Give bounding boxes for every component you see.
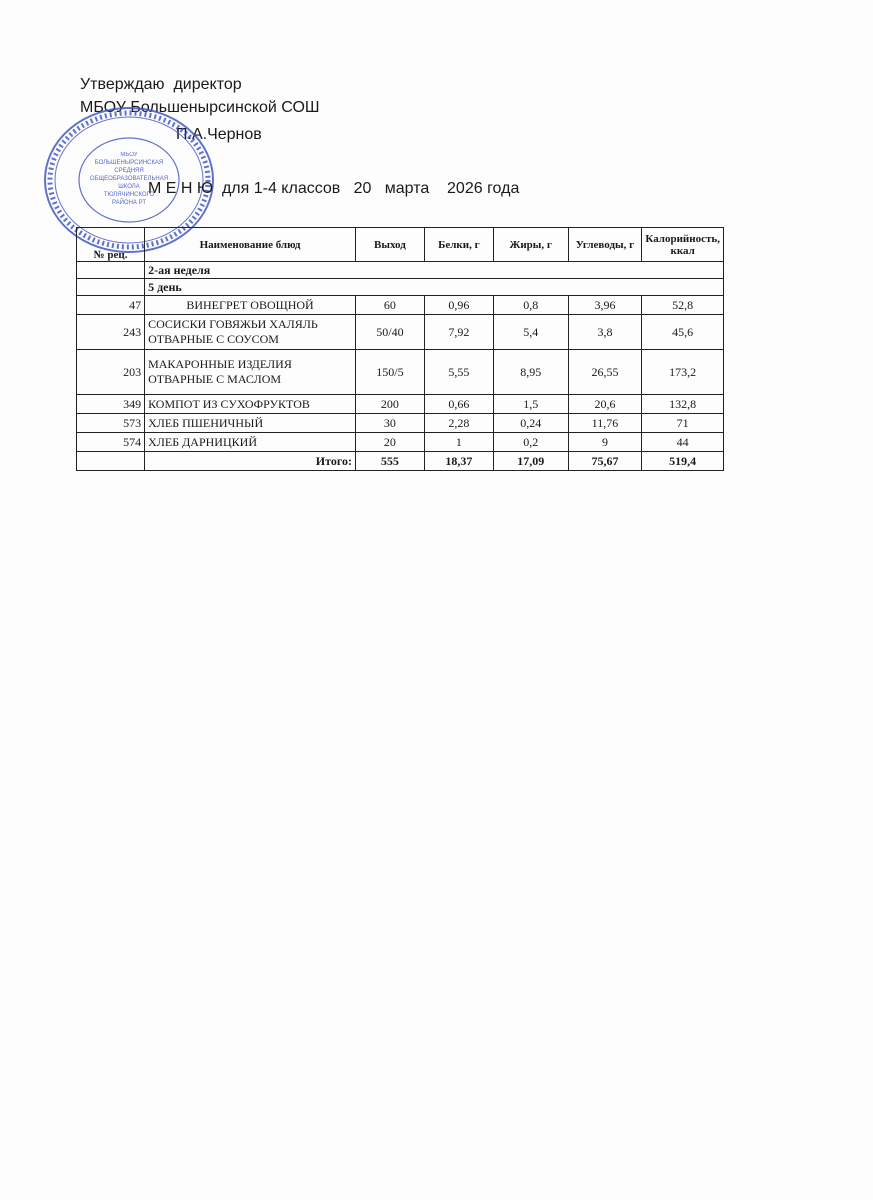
total-row (77, 452, 724, 471)
week-row (77, 262, 724, 279)
row-name: ХЛЕБ ПШЕНИЧНЫЙ (145, 414, 356, 433)
row-kcal: 44 (642, 433, 724, 452)
table-row (77, 315, 724, 350)
row-num: 574 (77, 433, 145, 452)
row-fat: 0,2 (493, 433, 568, 452)
table-row (77, 414, 724, 433)
row-carbs: 3,8 (568, 315, 642, 350)
svg-text:РАЙОНА РТ: РАЙОНА РТ (112, 200, 146, 206)
header-carbs: Углеводы, г (568, 228, 642, 262)
header-num: № рец. (77, 228, 145, 262)
row-protein: 7,92 (424, 315, 493, 350)
row-output: 200 (356, 395, 425, 414)
svg-text:СРЕДНЯЯ: СРЕДНЯЯ (114, 168, 144, 174)
row-carbs: 20,6 (568, 395, 642, 414)
row-output: 150/5 (356, 350, 425, 395)
table-header-row (77, 228, 724, 262)
table-row (77, 395, 724, 414)
row-carbs: 11,76 (568, 414, 642, 433)
total-carbs: 75,67 (568, 452, 642, 471)
total-output: 555 (356, 452, 425, 471)
total-fat: 17,09 (493, 452, 568, 471)
header-protein: Белки, г (424, 228, 493, 262)
row-protein: 1 (424, 433, 493, 452)
row-num: 349 (77, 395, 145, 414)
row-protein: 0,66 (424, 395, 493, 414)
row-kcal: 132,8 (642, 395, 724, 414)
row-num: 573 (77, 414, 145, 433)
header-kcal: Калорийность, ккал (642, 228, 724, 262)
row-num: 47 (77, 296, 145, 315)
svg-text:ТЮЛЯЧИНСКОГО: ТЮЛЯЧИНСКОГО (103, 192, 155, 198)
approval-line-school: МБОУ Большенырсинской СОШ (80, 99, 320, 116)
row-output: 20 (356, 433, 425, 452)
total-protein: 18,37 (424, 452, 493, 471)
approval-line-name: П.А.Чернов (176, 126, 262, 143)
table-row (77, 296, 724, 315)
row-output: 50/40 (356, 315, 425, 350)
row-name: СОСИСКИ ГОВЯЖЬИ ХАЛЯЛЬ ОТВАРНЫЕ С СОУСОМ (145, 315, 356, 350)
row-carbs: 9 (568, 433, 642, 452)
row-name: МАКАРОННЫЕ ИЗДЕЛИЯ ОТВАРНЫЕ С МАСЛОМ (145, 350, 356, 395)
day-row (77, 279, 724, 296)
row-fat: 0,24 (493, 414, 568, 433)
row-protein: 5,55 (424, 350, 493, 395)
row-name: КОМПОТ ИЗ СУХОФРУКТОВ (145, 395, 356, 414)
total-label: Итого: (145, 452, 356, 471)
row-carbs: 26,55 (568, 350, 642, 395)
row-output: 30 (356, 414, 425, 433)
table-row (77, 433, 724, 452)
svg-text:БОЛЬШЕНЫРСИНСКАЯ: БОЛЬШЕНЫРСИНСКАЯ (94, 160, 164, 166)
menu-table (76, 227, 724, 471)
row-fat: 0,8 (493, 296, 568, 315)
header-fat: Жиры, г (493, 228, 568, 262)
header-output: Выход (356, 228, 425, 262)
row-fat: 5,4 (493, 315, 568, 350)
approval-line-director: Утверждаю директор (80, 76, 242, 93)
row-kcal: 45,6 (642, 315, 724, 350)
row-protein: 0,96 (424, 296, 493, 315)
row-carbs: 3,96 (568, 296, 642, 315)
week-label: 2-ая неделя (145, 262, 724, 279)
day-label: 5 день (145, 279, 724, 296)
row-fat: 1,5 (493, 395, 568, 414)
svg-text:МБОУ: МБОУ (120, 152, 138, 158)
row-fat: 8,95 (493, 350, 568, 395)
row-name: ХЛЕБ ДАРНИЦКИЙ (145, 433, 356, 452)
header-name: Наименование блюд (145, 228, 356, 262)
row-protein: 2,28 (424, 414, 493, 433)
row-kcal: 71 (642, 414, 724, 433)
table-row (77, 350, 724, 395)
row-kcal: 173,2 (642, 350, 724, 395)
total-kcal: 519,4 (642, 452, 724, 471)
row-num: 243 (77, 315, 145, 350)
row-num: 203 (77, 350, 145, 395)
row-kcal: 52,8 (642, 296, 724, 315)
row-output: 60 (356, 296, 425, 315)
row-name: ВИНЕГРЕТ ОВОЩНОЙ (145, 296, 356, 315)
menu-title: М Е Н Ю для 1-4 классов 20 марта 2026 года (148, 180, 520, 197)
svg-text:ШКОЛА: ШКОЛА (118, 184, 140, 190)
svg-text:ОБЩЕОБРАЗОВАТЕЛЬНАЯ: ОБЩЕОБРАЗОВАТЕЛЬНАЯ (89, 176, 169, 182)
